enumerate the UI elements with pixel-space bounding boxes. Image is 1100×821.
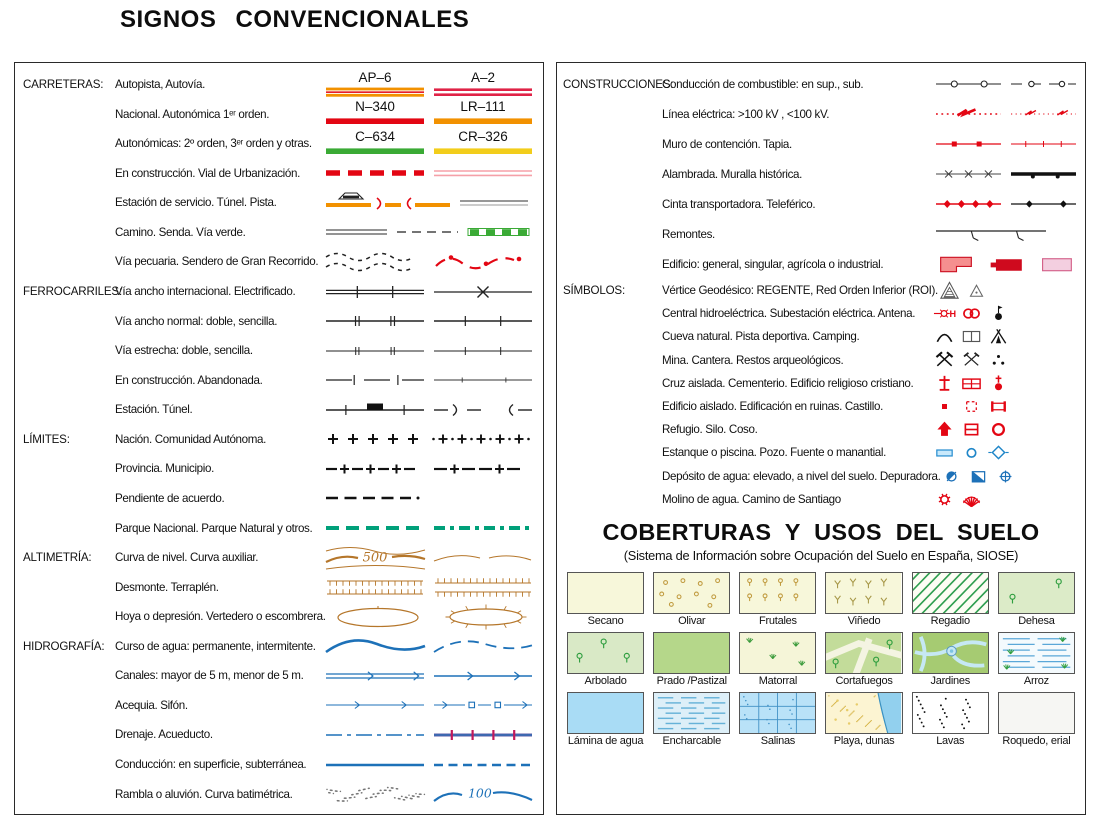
legend-row <box>23 70 535 99</box>
svg-text:500: 500 <box>362 550 388 566</box>
svg-text:H: H <box>949 309 956 320</box>
row-symbols <box>323 277 535 307</box>
arroz-pattern-icon <box>998 632 1075 674</box>
tile-label: Lavas <box>936 734 965 747</box>
legend-row <box>23 602 535 631</box>
legend-row <box>23 366 535 395</box>
canal-minor-icon <box>431 661 535 691</box>
spring-icon <box>987 441 1010 464</box>
row-symbols <box>323 158 535 188</box>
legend-row <box>23 661 535 690</box>
row-label: Refugio. Silo. Coso. <box>662 423 758 437</box>
row-symbols <box>323 750 535 780</box>
landcover-tile <box>653 632 730 687</box>
row-label: Vía pecuaria. Sendero de Gran Recorrido. <box>115 255 319 269</box>
svg-text:N–340: N–340 <box>355 99 395 115</box>
row-label: Cruz aislada. Cementerio. Edificio religioso cristiano. <box>662 376 914 390</box>
right-legend <box>563 69 1079 511</box>
legend-row <box>23 159 535 188</box>
legend-row <box>563 129 1079 159</box>
motorway-ap-icon <box>323 70 427 100</box>
powerline-low-icon <box>1008 99 1079 129</box>
legend-row <box>23 100 535 129</box>
legend-row <box>563 249 1079 279</box>
tile-label: Frutales <box>759 614 797 627</box>
geodesic-regente-icon <box>938 279 961 302</box>
row-symbols <box>323 424 535 454</box>
landcover-tile <box>653 692 730 747</box>
row-symbols <box>933 99 1079 129</box>
row-symbols <box>323 779 535 809</box>
motorway-a-icon <box>431 70 535 100</box>
limit-province-icon <box>323 454 427 484</box>
category-label: CONSTRUCCIONES: <box>563 77 674 91</box>
rail-normal-double-icon <box>323 306 427 336</box>
legend-row <box>23 780 535 809</box>
landcover-tile <box>825 692 902 747</box>
row-label: Provincia. Municipio. <box>115 462 214 476</box>
powerline-high-icon <box>933 99 1004 129</box>
camino-santiago-icon <box>960 488 983 511</box>
legend-row <box>23 750 535 779</box>
row-symbols <box>326 602 538 632</box>
via-verde-icon <box>465 217 532 247</box>
category-label: SÍMBOLOS: <box>563 284 625 298</box>
row-symbols <box>323 690 535 720</box>
conveyor-icon <box>933 189 1004 219</box>
dehesa-pattern-icon <box>998 572 1075 614</box>
fuel-pipe-surface-icon <box>933 69 1004 99</box>
christian-building-icon <box>987 372 1010 395</box>
legend-row <box>23 336 535 365</box>
coverage-section <box>563 519 1079 747</box>
row-label: Curso de agua: permanente, intermitente. <box>115 639 316 653</box>
landcover-tile <box>739 632 816 687</box>
matorral-pattern-icon <box>739 632 816 674</box>
pond-pool-icon <box>933 441 956 464</box>
row-label: Pendiente de acuerdo. <box>115 491 225 505</box>
row-label: Camino. Senda. Vía verde. <box>115 225 246 239</box>
legend-row <box>563 488 1079 511</box>
landcover-tile <box>567 632 644 687</box>
landcover-tile <box>912 632 989 687</box>
row-label: En construcción. Abandonada. <box>115 373 263 387</box>
landcover-tile <box>653 572 730 627</box>
category-label: LÍMITES: <box>23 432 70 446</box>
landcover-tile <box>912 572 989 627</box>
row-symbols <box>323 129 535 159</box>
row-label: Vértice Geodésico: REGENTE, Red Orden Inferior (ROI). <box>662 284 938 298</box>
row-symbols <box>933 349 1079 372</box>
row-label: Mina. Cantera. Restos arqueológicos. <box>662 353 844 367</box>
row-label: Remontes. <box>662 227 715 241</box>
water-tank-elevated-icon <box>940 465 963 488</box>
row-symbols <box>933 249 1079 279</box>
legend-row <box>23 691 535 720</box>
regional-other-icon <box>431 129 535 159</box>
row-symbols <box>933 159 1079 189</box>
gr-trail-icon <box>431 247 535 277</box>
olivar-pattern-icon <box>653 572 730 614</box>
landcover-tile <box>998 692 1075 747</box>
row-label: Alambrada. Muralla histórica. <box>662 167 802 181</box>
salinas-pattern-icon <box>739 692 816 734</box>
row-symbols <box>323 661 535 691</box>
cross-icon <box>933 372 956 395</box>
row-label: Cueva natural. Pista deportiva. Camping. <box>662 330 860 344</box>
row-label: Conducción: en superficie, subterránea. <box>115 758 307 772</box>
ski-lift-icon <box>933 219 1049 249</box>
landcover-tile <box>998 572 1075 627</box>
landcover-tile <box>825 572 902 627</box>
rail-abandoned-icon <box>431 365 535 395</box>
legend-row <box>23 425 535 454</box>
historic-wall-icon <box>1008 159 1079 189</box>
left-panel <box>14 62 544 815</box>
irrigation-ditch-icon <box>323 690 427 720</box>
row-label: Nacional. Autonómica 1ᵉʳ orden. <box>115 107 270 121</box>
cortafuegos-pattern-icon <box>825 632 902 674</box>
row-label: Acequia. Sifón. <box>115 698 188 712</box>
row-symbols <box>323 336 535 366</box>
depression-icon <box>326 602 430 632</box>
coverage-title: COBERTURAS Y USOS DEL SUELO <box>602 518 1040 545</box>
encharcable-pattern-icon <box>653 692 730 734</box>
cemetery-icon <box>960 372 983 395</box>
tile-label: Regadio <box>930 614 970 627</box>
tile-label: Prado /Pastizal <box>656 674 727 687</box>
limit-region-icon <box>431 424 535 454</box>
limit-nation-icon <box>323 424 427 454</box>
tile-label: Secano <box>587 614 624 627</box>
contour-aux-icon <box>431 543 535 573</box>
mine-icon <box>933 349 956 372</box>
track-road-icon <box>457 188 531 218</box>
isolated-building-icon <box>933 395 956 418</box>
legend-row <box>563 159 1079 189</box>
legend-row <box>23 129 535 158</box>
bathymetric-curve-icon <box>431 779 535 809</box>
sports-field-icon <box>960 325 983 348</box>
coverage-grid <box>563 572 1079 747</box>
tile-label: Salinas <box>760 734 796 747</box>
bullring-icon <box>987 418 1010 441</box>
rail-station-icon <box>323 395 427 425</box>
legend-row <box>23 247 535 276</box>
landcover-tile <box>739 692 816 747</box>
row-label: Parque Nacional. Parque Natural y otros. <box>115 521 313 535</box>
legend-row <box>23 307 535 336</box>
row-symbols <box>933 441 1079 464</box>
row-symbols <box>323 720 535 750</box>
via-pecuaria-icon <box>323 247 427 277</box>
secano-pattern-icon <box>567 572 644 614</box>
landcover-tile <box>567 692 644 747</box>
rail-intl-icon <box>323 277 427 307</box>
castle-icon <box>987 395 1010 418</box>
pipe-surface-icon <box>323 750 427 780</box>
regional-first-order-icon <box>431 99 535 129</box>
legend-row <box>23 484 535 513</box>
prado-pattern-icon <box>653 632 730 674</box>
tile-label: Viñedo <box>847 614 881 627</box>
limit-slope-icon <box>323 483 427 513</box>
row-label: En construcción. Vial de Urbanización. <box>115 166 300 180</box>
tile-label: Matorral <box>758 674 798 687</box>
geodesic-roi-icon <box>965 279 988 302</box>
legend-row <box>563 349 1079 372</box>
legend-row <box>563 279 1079 302</box>
legend-row <box>563 441 1079 464</box>
regional-second-order-icon <box>323 129 427 159</box>
row-label: Muro de contención. Tapia. <box>662 137 792 151</box>
antenna-icon <box>987 302 1010 325</box>
landcover-tile <box>739 572 816 627</box>
rail-normal-single-icon <box>431 306 535 336</box>
contour-main-icon <box>323 543 427 573</box>
legend-row <box>563 465 1079 488</box>
row-symbols <box>938 279 1084 302</box>
legend-row <box>563 302 1079 325</box>
arbolado-pattern-icon <box>567 632 644 674</box>
regadio-pattern-icon <box>912 572 989 614</box>
landcover-tile <box>998 632 1075 687</box>
stream-permanent-icon <box>323 631 427 661</box>
svg-text:100: 100 <box>467 785 492 801</box>
row-label: Central hidroeléctrica. Subestación eléctrica. Antena. <box>662 307 916 321</box>
campsite-icon <box>987 325 1010 348</box>
cave-icon <box>933 325 956 348</box>
legend-row <box>23 454 535 483</box>
tile-label: Roquedo, erial <box>1002 734 1071 747</box>
park-national-icon <box>323 513 427 543</box>
row-label: Drenaje. Acueducto. <box>115 728 213 742</box>
row-symbols <box>323 572 535 602</box>
row-label: Rambla o aluvión. Curva batimétrica. <box>115 787 293 801</box>
row-label: Depósito de agua: elevado, a nivel del suelo. Depuradora. <box>662 469 941 483</box>
park-natural-icon <box>431 513 535 543</box>
rail-tunnel-icon <box>431 395 535 425</box>
service-station-road-icon <box>323 188 453 218</box>
svg-text:A–2: A–2 <box>470 69 496 85</box>
cut-slope-icon <box>323 572 427 602</box>
row-label: Estación de servicio. Túnel. Pista. <box>115 196 277 210</box>
lamina-pattern-icon <box>567 692 644 734</box>
legend-row <box>563 418 1079 441</box>
legend-row <box>563 219 1079 249</box>
row-label: Vía ancho normal: doble, sencilla. <box>115 314 278 328</box>
embankment-icon <box>431 572 535 602</box>
camino-icon <box>323 217 390 247</box>
row-label: Canales: mayor de 5 m, menor de 5 m. <box>115 669 304 683</box>
legend-row <box>563 325 1079 348</box>
row-label: Edificio: general, singular, agrícola o industrial. <box>662 257 884 271</box>
treatment-plant-icon <box>994 465 1017 488</box>
stream-intermittent-icon <box>431 631 535 661</box>
wall-tapia-icon <box>1008 129 1079 159</box>
row-symbols <box>323 188 535 218</box>
wire-fence-icon <box>933 159 1004 189</box>
svg-text:LR–111: LR–111 <box>460 99 506 115</box>
row-label: Vía estrecha: doble, sencilla. <box>115 344 253 358</box>
row-label: Nación. Comunidad Autónoma. <box>115 432 267 446</box>
wash-alluvium-icon <box>323 779 427 809</box>
substation-icon <box>960 302 983 325</box>
senda-icon <box>394 217 461 247</box>
building-agricultural-icon <box>1033 249 1079 279</box>
svg-text:C–634: C–634 <box>355 128 395 144</box>
row-symbols <box>323 543 535 573</box>
building-general-icon <box>933 249 979 279</box>
landcover-tile <box>567 572 644 627</box>
tile-label: Arbolado <box>584 674 627 687</box>
frutales-pattern-icon <box>739 572 816 614</box>
legend-row <box>23 632 535 661</box>
row-symbols <box>933 129 1079 159</box>
page-title: SIGNOS CONVENCIONALES <box>120 6 470 33</box>
right-panel <box>556 62 1086 815</box>
category-label: FERROCARRILES: <box>23 285 122 299</box>
legend-row <box>23 573 535 602</box>
coverage-subtitle: (Sistema de Información sobre Ocupación del Suelo en España, SIOSE) <box>623 547 1019 563</box>
row-label: Cinta transportadora. Teleférico. <box>662 197 816 211</box>
ruins-icon <box>960 395 983 418</box>
legend-row <box>23 720 535 749</box>
row-label: Conducción de combustible: en sup., sub. <box>662 77 864 91</box>
building-singular-icon <box>983 249 1029 279</box>
national-road-icon <box>323 99 427 129</box>
row-symbols <box>933 219 1079 249</box>
row-symbols <box>933 302 1079 325</box>
row-symbols <box>323 395 535 425</box>
row-symbols <box>323 513 535 543</box>
row-symbols <box>323 247 535 277</box>
jardines-pattern-icon <box>912 632 989 674</box>
urban-road-icon <box>431 158 535 188</box>
row-label: Estanque o piscina. Pozo. Fuente o manantial. <box>662 446 887 460</box>
row-label: Autonómicas: 2º orden, 3ᵉʳ orden y otras. <box>115 137 312 151</box>
row-label: Edificio aislado. Edificación en ruinas. Castillo. <box>662 400 883 414</box>
tile-label: Arroz <box>1023 674 1049 687</box>
row-label: Autopista, Autovía. <box>115 78 206 92</box>
water-tank-ground-icon <box>967 465 990 488</box>
category-label: HIDROGRAFÍA: <box>23 639 105 653</box>
legend-row <box>23 277 535 306</box>
hydro-plant-icon <box>933 302 956 325</box>
pipe-underground-icon <box>431 750 535 780</box>
row-label: Desmonte. Terraplén. <box>115 580 219 594</box>
playa-pattern-icon <box>825 692 902 734</box>
refuge-icon <box>933 418 956 441</box>
rail-narrow-single-icon <box>431 336 535 366</box>
svg-text:CR–326: CR–326 <box>458 128 508 144</box>
row-symbols <box>323 365 535 395</box>
lavas-pattern-icon <box>912 692 989 734</box>
row-label: Molino de agua. Camino de Santiago <box>662 492 841 506</box>
row-label: Hoya o depresión. Vertedero o escombrera. <box>115 610 326 624</box>
row-symbols <box>933 69 1079 99</box>
row-symbols <box>933 372 1079 395</box>
row-symbols <box>323 99 535 129</box>
legend-row <box>563 69 1079 99</box>
legend-row <box>563 189 1079 219</box>
row-label: Estación. Túnel. <box>115 403 193 417</box>
row-symbols <box>933 325 1079 348</box>
silo-icon <box>960 418 983 441</box>
archaeological-icon <box>987 349 1010 372</box>
legend-row <box>563 99 1079 129</box>
row-symbols <box>323 483 535 513</box>
vinedo-pattern-icon <box>825 572 902 614</box>
landcover-tile <box>825 632 902 687</box>
tile-label: Lámina de agua <box>567 734 644 747</box>
siphon-icon <box>431 690 535 720</box>
quarry-icon <box>960 349 983 372</box>
svg-text:AP–6: AP–6 <box>358 69 392 85</box>
tile-label: Dehesa <box>1018 614 1055 627</box>
roquedo-pattern-icon <box>998 692 1075 734</box>
canal-major-icon <box>323 661 427 691</box>
retaining-wall-icon <box>933 129 1004 159</box>
limit-municipality-icon <box>431 454 535 484</box>
rail-electrified-icon <box>431 277 535 307</box>
aqueduct-icon <box>431 720 535 750</box>
row-label: Vía ancho internacional. Electrificado. <box>115 285 296 299</box>
tile-label: Encharcable <box>662 734 721 747</box>
tile-label: Playa, dunas <box>833 734 895 747</box>
rail-construction-icon <box>323 365 427 395</box>
legend-row <box>23 188 535 217</box>
category-label: CARRETERAS: <box>23 78 104 92</box>
row-symbols <box>933 189 1079 219</box>
water-mill-icon <box>933 488 956 511</box>
row-symbols <box>933 488 1079 511</box>
category-label: ALTIMETRÍA: <box>23 551 92 565</box>
legend-row <box>23 513 535 542</box>
tile-label: Olivar <box>678 614 706 627</box>
legend-row <box>23 543 535 572</box>
fuel-pipe-underground-icon <box>1008 69 1079 99</box>
cable-car-icon <box>1008 189 1079 219</box>
row-symbols <box>933 395 1079 418</box>
landcover-tile <box>912 692 989 747</box>
row-symbols <box>323 70 535 100</box>
drainage-icon <box>323 720 427 750</box>
row-symbols <box>323 454 535 484</box>
tile-label: Jardines <box>930 674 971 687</box>
legend-row <box>23 395 535 424</box>
legend-row <box>563 372 1079 395</box>
row-symbols <box>940 465 1086 488</box>
road-construction-icon <box>323 158 427 188</box>
well-icon <box>960 441 983 464</box>
row-symbols <box>323 631 535 661</box>
tile-label: Cortafuegos <box>835 674 893 687</box>
landfill-icon <box>434 602 538 632</box>
legend-row <box>563 395 1079 418</box>
row-symbols <box>933 418 1079 441</box>
row-label: Curva de nivel. Curva auxiliar. <box>115 551 259 565</box>
row-symbols <box>323 306 535 336</box>
row-label: Línea eléctrica: >100 kV , <100 kV. <box>662 107 830 121</box>
rail-narrow-double-icon <box>323 336 427 366</box>
legend-row <box>23 218 535 247</box>
row-symbols <box>323 217 535 247</box>
